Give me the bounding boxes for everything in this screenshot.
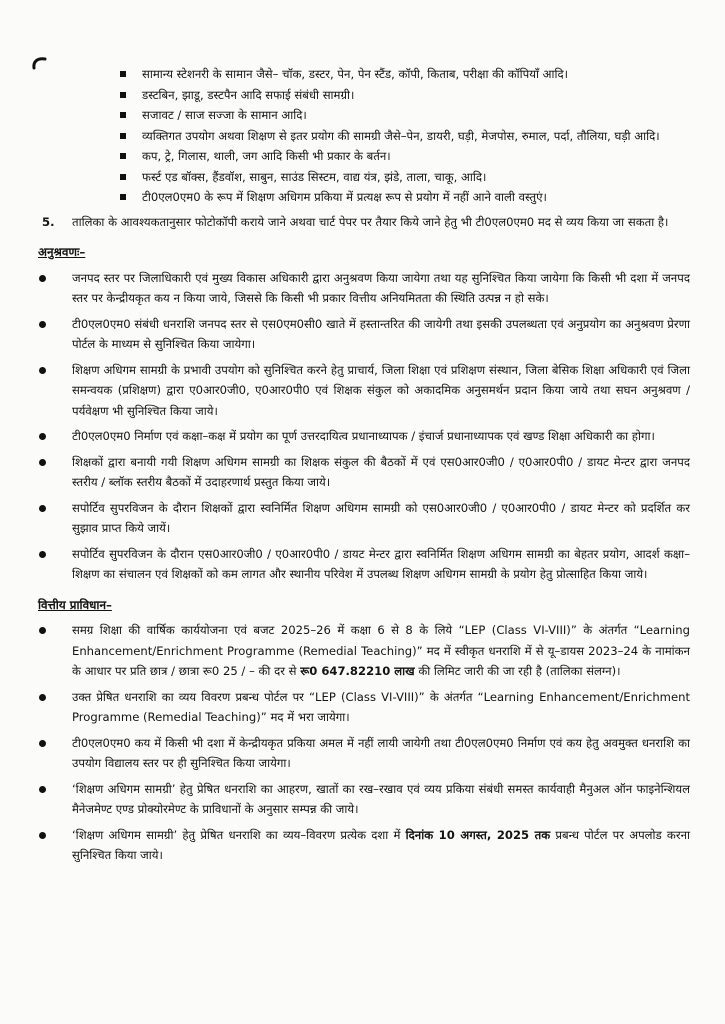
list-item: शिक्षकों द्वारा बनायी गयी शिक्षण अधिगम सामग्री का शिक्षक संकुल की बैठकों में एवं एस0आर0जी0 / ए0आर0पी0 / डायट मेन्टर द्वारा जनपद स्तरीय / ब्लॉक स्तरीय बैठकों में उदाहरणार्थ प्रस्तुत किया जाये। xyxy=(38,452,690,493)
square-bullet-icon xyxy=(120,133,126,139)
bullet-icon xyxy=(39,321,46,328)
list-item: टी0एल0एम0 निर्माण एवं कक्षा–कक्ष में प्रयोग का पूर्ण उत्तरदायित्व प्रधानाध्यापक / इंचार्ज प्रधानाध्यापक एवं खण्ड शिक्षा अधिकारी का होगा। xyxy=(38,426,690,447)
finance-list xyxy=(38,620,690,866)
excluded-items-list xyxy=(38,64,690,208)
bullet-icon xyxy=(39,551,46,558)
bullet-icon xyxy=(39,275,46,282)
list-item: डस्टबिन, झाडू, डस्टपैन आदि सफाई संबंधी सामग्री। xyxy=(120,85,690,106)
finance-heading: वित्तीय प्राविधान– xyxy=(38,597,112,612)
deadline-date: दिनांक 10 अगस्त, 2025 तक xyxy=(405,827,551,842)
point-text: तालिका के आवश्यकतानुसार फोटोकॉपी कराये जाने अथवा चार्ट पेपर पर तैयार किये जाने हेतु भी टी0एल0एम0 मद से व्यय किया जा सकता है। xyxy=(72,214,669,229)
square-bullet-icon xyxy=(120,92,126,98)
square-bullet-icon xyxy=(120,112,126,118)
list-item: उक्त प्रेषित धनराशि का व्यय विवरण प्रबन्ध पोर्टल पर “LEP (Class VI-VIII)” के अंतर्गत “Learning Enhancement/Enrichment Programme (Remedial Teaching)” मद में भरा जायेगा। xyxy=(38,687,690,728)
list-item: ‘शिक्षण अधिगम सामग्री’ हेतु प्रेषित धनराशि का व्यय–विवरण प्रत्येक दशा में दिनांक 10 अगस्त, 2025 तक प्रबन्ध पोर्टल पर अपलोड करना सुनिश्चित किया जाये। xyxy=(38,825,690,866)
bullet-icon xyxy=(39,433,46,440)
list-item: सपोर्टिव सुपरविजन के दौरान एस0आर0जी0 / ए0आर0पी0 / डायट मेन्टर द्वारा स्वनिर्मित शिक्षण अधिगम सामग्री का बेहतर प्रयोग, आदर्श कक्षा–शिक्षण का संचालन एवं शिक्षकों को कम लागत और स्थानीय परिवेश में उपलब्ध शिक्षण अधिगम सामग्री के प्रयोग हेतु प्रोत्साहित किया जाये। xyxy=(38,544,690,585)
list-item: सामान्य स्टेशनरी के सामान जैसे– चॉक, डस्टर, पेन, पेन स्टैंड, कॉपी, किताब, परीक्षा की कॉपियाँ आदि। xyxy=(120,64,690,85)
list-item: समग्र शिक्षा की वार्षिक कार्ययोजना एवं बजट 2025–26 में कक्षा 6 से 8 के लिये “LEP (Class VI-VIII)” के अंतर्गत “Learning Enhancement/Enrichment Programme (Remedial Teaching)” मद में स्वीकृत धनराशि में से यू–डायस 2023–24 के नामांकन के आधार पर प्रति छात्र / छात्रा रू0 25 / – की दर से रू0 647.82210 लाख की लिमिट जारी की जा रही है (तालिका संलग्न)। xyxy=(38,620,690,682)
list-item: टी0एल0एम0 कय में किसी भी दशा में केन्द्रीयकृत प्रकिया अमल में नहीं लायी जायेगी तथा टी0एल0एम0 निर्माण एवं कय हेतु अवमुक्त धनराशि का उपयोग विद्यालय स्तर पर ही सुनिश्चित किया जायेगा। xyxy=(38,733,690,774)
list-item: टी0एल0एम0 के रूप में शिक्षण अधिगम प्रकिया में प्रत्यक्ष रूप से प्रयोग में नहीं आने वाली वस्तुएं। xyxy=(120,187,690,208)
monitoring-list xyxy=(38,268,690,585)
list-item: कप, ट्रे, गिलास, थाली, जग आदि किसी भी प्रकार के बर्तन। xyxy=(120,146,690,167)
amount-limit: रू0 647.82210 लाख xyxy=(300,664,415,678)
square-bullet-icon xyxy=(120,153,126,159)
list-item: जनपद स्तर पर जिलाधिकारी एवं मुख्य विकास अधिकारी द्वारा अनुश्रवण किया जायेगा तथा यह सुनिश्चित किया जायेगा कि किसी भी दशा में जनपद स्तर पर केन्द्रीयकृत कय न किया जाये, जिससे कि किसी भी प्रकार वित्तीय अनियमितता की स्थिति उत्पन्न न हो सके। xyxy=(38,268,690,309)
monitoring-heading: अनुश्रवणः– xyxy=(38,245,86,259)
list-item: व्यक्तिगत उपयोग अथवा शिक्षण से इतर प्रयोग की सामग्री जैसे–पेन, डायरी, घड़ी, मेजपोस, रुमाल, पर्दा, तौलिया, घड़ी आदि। xyxy=(120,126,690,147)
bullet-icon xyxy=(39,459,46,466)
bullet-icon xyxy=(39,832,46,839)
list-item: शिक्षण अधिगम सामग्री के प्रभावी उपयोग को सुनिश्चित करने हेतु प्राचार्य, जिला शिक्षा एवं प्रशिक्षण संस्थान, जिला बेसिक शिक्षा अधिकारी एवं जिला समन्वयक (प्रशिक्षण) द्वारा ए0आर0जी0, ए0आर0पी0 एवं शिक्षक संकुल को अकादमिक अनुसमर्थन प्रदान किया जाये तथा सघन अनुश्रवण / पर्यवेक्षण भी सुनिश्चित किया जाये। xyxy=(38,360,690,422)
bullet-icon xyxy=(39,367,46,374)
list-item: फर्स्ट एड बॉक्स, हैंडवॉश, साबुन, साउंड सिस्टम, वाद्य यंत्र, झंडे, ताला, चाकू, आदि। xyxy=(120,167,690,188)
bullet-icon xyxy=(39,505,46,512)
list-item: ‘शिक्षण अधिगम सामग्री’ हेतु प्रेषित धनराशि का आहरण, खातों का रख–रखाव एवं व्यय प्रकिया संबंधी समस्त कार्यवाही मैनुअल ऑन फाइनेन्शियल मैनेजमेण्ट एण्ड प्रोक्योरमेण्ट के प्राविधानों के अनुसार सम्पन्न की जाये। xyxy=(38,779,690,820)
point-5 xyxy=(38,212,690,233)
bullet-icon xyxy=(39,694,46,701)
list-item: सजावट / साज सज्जा के सामान आदि। xyxy=(120,105,690,126)
bullet-icon xyxy=(39,627,46,634)
document-body xyxy=(38,64,690,866)
square-bullet-icon xyxy=(120,71,126,77)
list-item: टी0एल0एम0 संबंधी धनराशि जनपद स्तर से एस0एम0सी0 खाते में हस्तान्तरित की जायेगी तथा इसकी उपलब्धता एवं अनुप्रयोग का अनुश्रवण प्रेरणा पोर्टल के माध्यम से सुनिश्चित किया जायेगा। xyxy=(38,314,690,355)
bullet-icon xyxy=(39,786,46,793)
point-number: 5. xyxy=(42,214,55,229)
square-bullet-icon xyxy=(120,174,126,180)
list-item: सपोर्टिव सुपरविजन के दौरान शिक्षकों द्वारा स्वनिर्मित शिक्षण अधिगम सामग्री को एस0आर0जी0 / ए0आर0पी0 / डायट मेन्टर को प्रदर्शित कर सुझाव प्राप्त किये जायें। xyxy=(38,498,690,539)
bullet-icon xyxy=(39,740,46,747)
square-bullet-icon xyxy=(120,194,126,200)
